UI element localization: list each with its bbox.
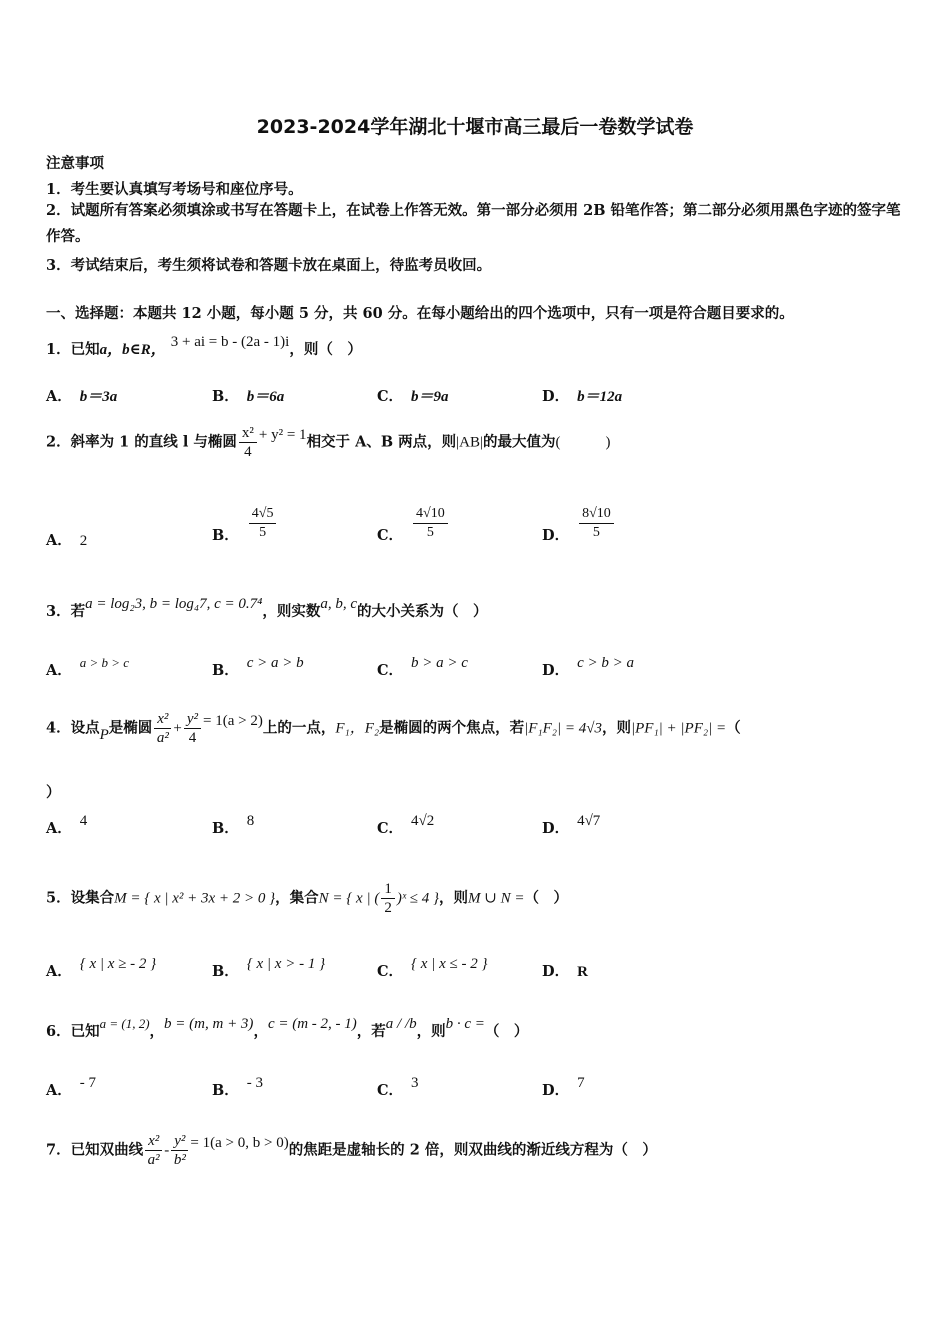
notes-heading: 注意事项 [46, 155, 104, 172]
q3-equation: a = log₂3, b = log₄7, c = 0.7⁴ [85, 596, 263, 612]
q2-option-c[interactable]: C． $\frac{4√10}{5}$ [377, 505, 450, 542]
q6-pre: 6．已知 [46, 1023, 100, 1040]
q4-cond: |F₁F₂| = 4√3 [524, 720, 602, 737]
q4-pre: 4．设点 [46, 719, 100, 737]
exam-title: 2023-2024学年湖北十堰市高三最后一卷数学试卷 [256, 116, 694, 138]
q4-paren-close: ） [46, 784, 61, 801]
question-1 [46, 334, 362, 359]
q1-option-a[interactable]: A． b＝3a [46, 388, 118, 405]
question-4: 4．设点P是椭圆 $\frac{\text{x²}}{\text{a²}}$ + $\frac{\text{y²}}{4}$ = 1(a > 2)上的一点，F₁，F₂是椭圆的两个焦点，若|F₁F₂| = 4√3，则|PF₁| + |PF₂| =（ [46, 711, 741, 746]
q3-option-a[interactable]: A． a > b > c [46, 655, 130, 679]
q5-option-b[interactable]: B． { x | x > - 1 } [212, 956, 326, 980]
q2-eq-tail: + y² = 1 [258, 426, 307, 443]
q1-post: ，则（ ） [289, 341, 362, 358]
question-2 [46, 424, 611, 461]
q5-option-d[interactable]: D． R [542, 963, 588, 980]
q2-option-b[interactable]: B． $\frac{4√5}{5}$ [212, 505, 278, 542]
q4-mid2: 上的一点， [262, 719, 336, 737]
q4-paren-open: （ [726, 719, 741, 737]
q6-option-a[interactable]: A． - 7 [46, 1075, 97, 1099]
q7-post: 的焦距是虚轴长的 2 倍，则双曲线的渐近线方程为（ ） [288, 1141, 657, 1159]
q4-mid4: ，则 [602, 719, 631, 737]
q5-pre: 5．设集合 [46, 889, 115, 907]
note-item-2: 2．试题所有答案必须填涂或书写在答题卡上，在试卷上作答无效。第一部分必须用 2B 铅笔作答；第二部分必须用黑色字迹的签字笔作答。 [46, 202, 901, 245]
q2-post: 的最大值为 [483, 433, 556, 451]
q2-option-a[interactable]: A． 2 [46, 532, 88, 549]
q7-pre: 7．已知双曲线 [46, 1141, 144, 1159]
note-item-3: 3．考试结束后，考生须将试卷和答题卡放在桌面上，待监考员收回。 [46, 257, 492, 274]
q4-ask: |PF₁| + |PF₂| = [631, 720, 727, 737]
note-item-1: 1．考生要认真填写考场号和座位序号。 [46, 181, 303, 198]
q5-mid2: ，则 [439, 889, 469, 907]
q4-eq: = 1(a > 2) [203, 712, 263, 729]
q5-option-a[interactable]: A． { x | x ≥ - 2 } [46, 956, 157, 980]
q5-mid: ，集合 [275, 889, 319, 907]
q3-option-d[interactable]: D． c > b > a [542, 655, 634, 679]
q4-mid3: 是椭圆的两个焦点，若 [379, 719, 525, 737]
q2-option-d[interactable]: D． $\frac{8√10}{5}$ [542, 505, 616, 542]
q5-option-c[interactable]: C． { x | x ≤ - 2 } [377, 956, 488, 980]
q2-paren: ( ) [555, 434, 611, 451]
q1-option-c[interactable]: C． b＝9a [377, 388, 449, 405]
q2-mid: 相交于 A、B 两点，则 [306, 433, 457, 451]
q3-vars: a, b, c [320, 596, 358, 612]
q4-option-d[interactable]: D． 4√7 [542, 813, 601, 837]
question-6: 6．已知a = (1, 2)，b = (m, m + 3)，c = (m - 2, - 1)，若a / /b，则b · c =（ ） [46, 1016, 529, 1040]
q6-vector-a: a = (1, 2) [99, 1016, 150, 1031]
q6-vector-b: b = (m, m + 3) [164, 1016, 254, 1032]
q4-option-c[interactable]: C． 4√2 [377, 813, 435, 837]
q2-frac-den: 4 [244, 444, 252, 460]
q5-set-n-post: )ˣ ≤ 4 } [396, 890, 440, 907]
q1-option-b[interactable]: B． b＝6a [212, 388, 285, 405]
q4-foci: F₁，F₂ [335, 720, 380, 737]
q3-post: 的大小关系为（ ） [357, 603, 488, 620]
q3-option-b[interactable]: B． c > a > b [212, 655, 304, 679]
q1-option-d[interactable]: D． b＝12a [542, 388, 623, 405]
q3-option-c[interactable]: C． b > a > c [377, 655, 468, 679]
q1-pre: 1．已知 [46, 341, 100, 358]
q4-point: P [99, 726, 109, 743]
q6-mid2: ，则 [416, 1023, 446, 1040]
q3-mid: ，则实数 [262, 603, 321, 620]
q3-pre: 3．若 [46, 603, 86, 620]
q2-pre: 2．斜率为 1 的直线 l 与椭圆 [46, 433, 237, 451]
q1-vars: a，b∈R， [99, 342, 166, 358]
q4-option-a[interactable]: A． 4 [46, 813, 88, 837]
q7-eq: = 1(a > 0, b > 0) [190, 1134, 289, 1151]
q2-frac-num: x² [239, 424, 257, 443]
q6-post: （ ） [484, 1023, 529, 1040]
q5-post: （ ） [524, 889, 568, 907]
q6-mid: ，若 [356, 1023, 386, 1040]
section-heading: 一、选择题：本题共 12 小题，每小题 5 分，共 60 分。在每小题给出的四个选项中，只有一项是符合题目要求的。 [46, 305, 794, 322]
q5-ask: M ∪ N = [468, 890, 525, 907]
q6-ask: b · c = [445, 1016, 485, 1032]
q5-set-m: M = { x | x² + 3x + 2 > 0 } [114, 890, 276, 907]
q6-vector-c: c = (m - 2, - 1) [267, 1016, 357, 1032]
q5-set-n-pre: N = { x | ( [318, 890, 380, 907]
q6-option-d[interactable]: D． 7 [542, 1075, 585, 1099]
q2-abs: |AB| [456, 434, 484, 451]
q4-mid1: 是椭圆 [108, 719, 153, 737]
question-7: 7．已知双曲线 $\frac{\text{x²}}{\text{a²}}$ - $\frac{\text{y²}}{\text{b²}}$ = 1(a > 0, b > 0)的焦距是虚轴长的 2 倍，则双曲线的渐近线方程为（ ） [46, 1133, 657, 1168]
question-5: 5．设集合M = { x | x² + 3x + 2 > 0 }，集合N = { x | ( $\frac{1}{2}$ )ˣ ≤ 4 }，则M ∪ N =（ ） [46, 881, 568, 916]
q1-equation: 3 + ai = b - (2a - 1)i [170, 334, 290, 350]
q6-option-c[interactable]: C． 3 [377, 1075, 419, 1099]
q6-option-b[interactable]: B． - 3 [212, 1075, 264, 1099]
question-3 [46, 596, 488, 621]
q4-option-b[interactable]: B． 8 [212, 813, 255, 837]
q6-cond: a / /b [385, 1016, 417, 1032]
